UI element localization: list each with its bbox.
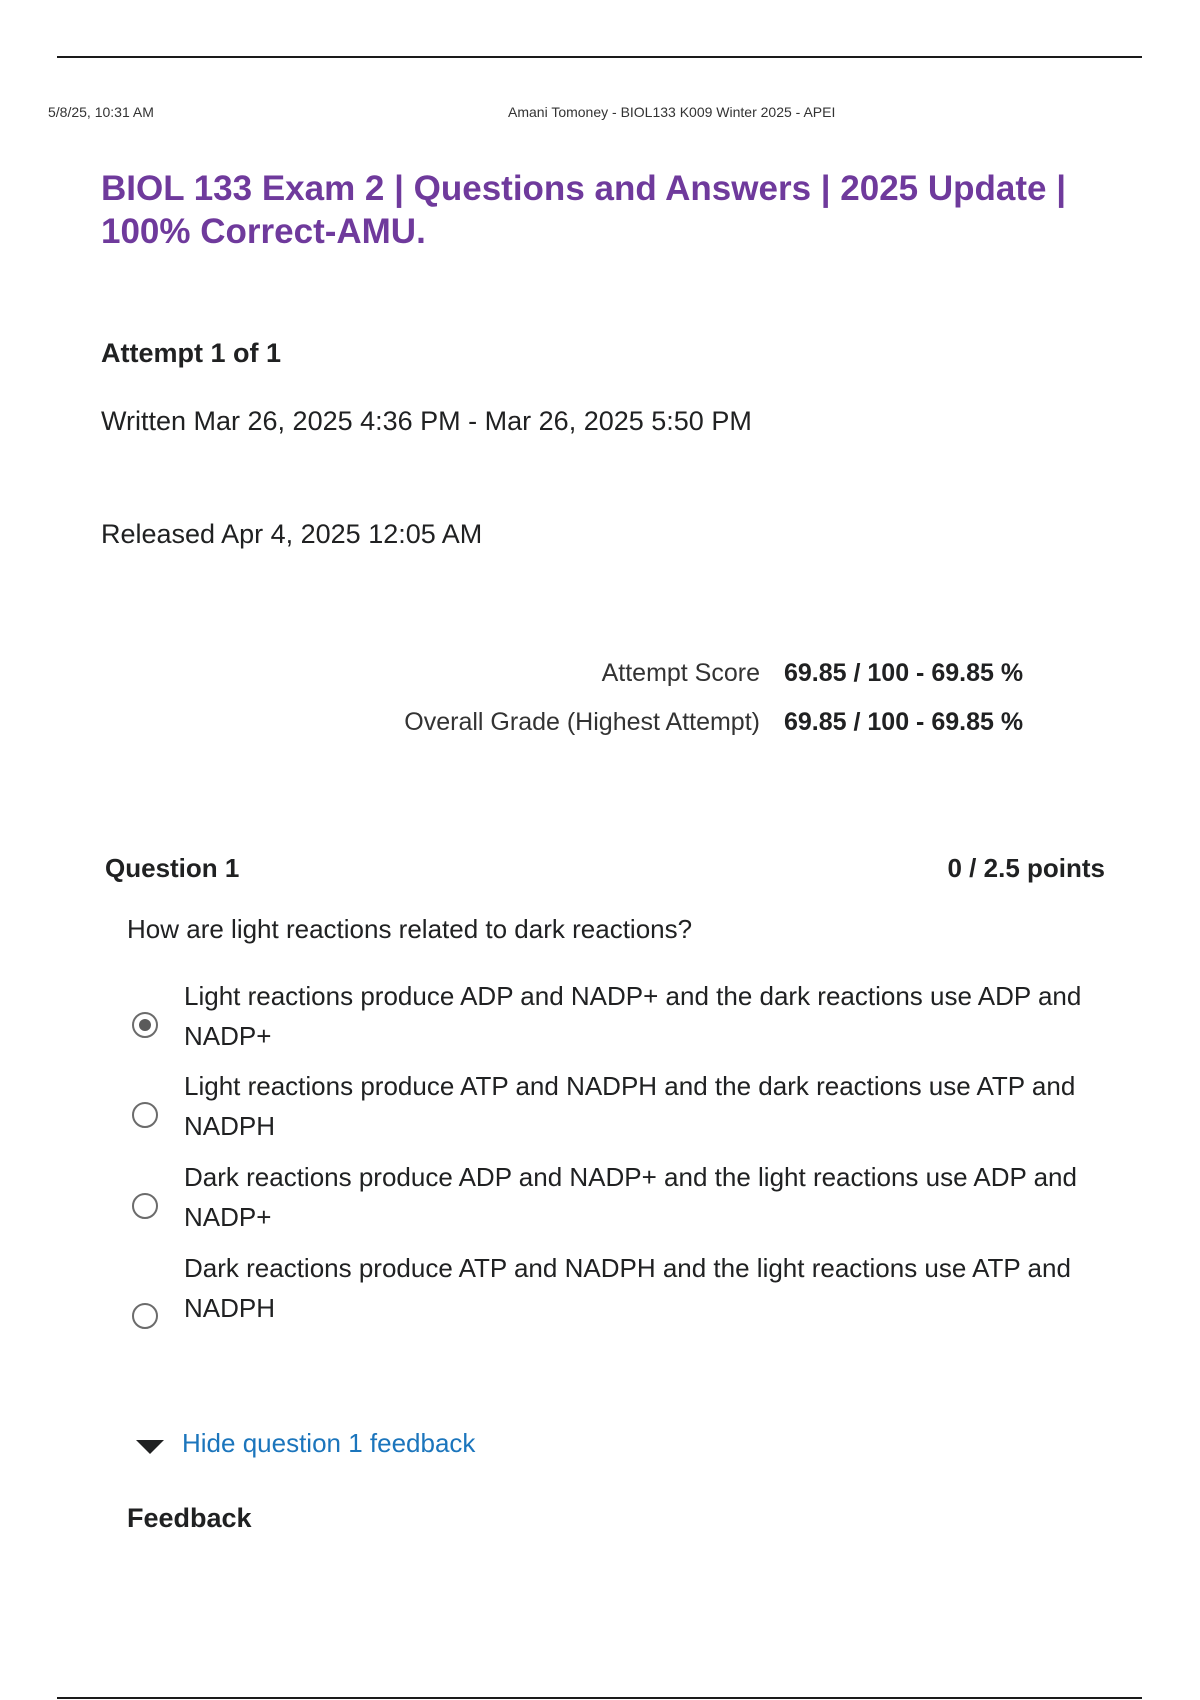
page-title: BIOL 133 Exam 2 | Questions and Answers | 2025 Update | 100% Correct-AMU. (101, 169, 1067, 251)
answer-option-label: Dark reactions produce ATP and NADPH and the light reactions use ATP and NADPH (184, 1253, 1071, 1323)
attempt-score-label: Attempt Score (601, 659, 760, 687)
print-date: 5/8/25, 10:31 AM (48, 104, 154, 120)
top-divider (57, 56, 1142, 58)
hide-feedback-link[interactable]: Hide question 1 feedback (182, 1428, 476, 1458)
radio-button-icon[interactable] (132, 1102, 158, 1128)
answer-option-label: Light reactions produce ADP and NADP+ and the dark reactions use ADP and NADP+ (184, 981, 1082, 1051)
attempt-score-row (300, 659, 1060, 691)
answer-option-label: Dark reactions produce ADP and NADP+ and the light reactions use ADP and NADP+ (184, 1162, 1077, 1232)
caret-down-icon[interactable] (136, 1440, 164, 1454)
attempt-heading: Attempt 1 of 1 (101, 338, 282, 368)
question-points: 0 / 2.5 points (947, 853, 1105, 883)
attempt-score-value: 69.85 / 100 - 69.85 % (784, 659, 1024, 687)
print-title: Amani Tomoney - BIOL133 K009 Winter 2025 - APEI (508, 104, 836, 120)
answer-option-label: Light reactions produce ATP and NADPH and the dark reactions use ATP and NADPH (184, 1071, 1076, 1141)
question-number: Question 1 (105, 853, 240, 883)
written-timestamp: Written Mar 26, 2025 4:36 PM - Mar 26, 2025 5:50 PM (101, 406, 752, 436)
radio-button-icon[interactable] (132, 1193, 158, 1219)
bottom-divider (57, 1697, 1142, 1699)
feedback-heading: Feedback (127, 1503, 252, 1533)
question-text: How are light reactions related to dark reactions? (127, 914, 693, 944)
overall-grade-value: 69.85 / 100 - 69.85 % (784, 708, 1024, 736)
released-timestamp: Released Apr 4, 2025 12:05 AM (101, 519, 483, 549)
radio-button-icon[interactable] (132, 1303, 158, 1329)
print-header (48, 104, 1148, 122)
overall-grade-row (300, 708, 1060, 740)
question-header (105, 853, 1105, 885)
radio-button-icon[interactable] (132, 1012, 158, 1038)
overall-grade-label: Overall Grade (Highest Attempt) (404, 708, 760, 736)
